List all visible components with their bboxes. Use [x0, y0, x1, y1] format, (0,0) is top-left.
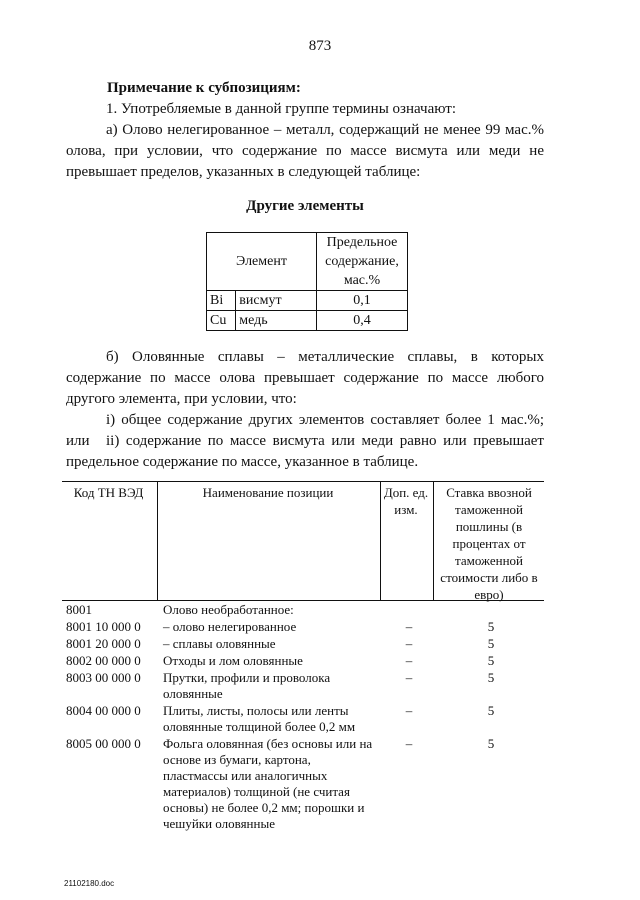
row-rate: 5: [487, 653, 495, 668]
table-row: [66, 619, 544, 635]
row-unit: –: [405, 703, 413, 718]
row-name: Плиты, листы, полосы или ленты оловянные толщиной более 0,2 мм: [163, 703, 356, 734]
row-code: 8004 00 000 0: [66, 703, 141, 718]
row-name: – олово нелегированное: [163, 619, 297, 634]
note-item-1: 1. Употребляемые в данной группе термины означают:: [106, 101, 456, 117]
row-rate: 5: [487, 636, 495, 651]
column-divider: [380, 482, 381, 600]
row-rate: 5: [487, 736, 495, 751]
row-rate: 5: [487, 670, 495, 685]
row-name: Фольга оловянная (без основы или на основе из бумаги, картона, пластмассы или аналогичных материалов) толщиной (не считая основы) не более 0,2 мм; порошки и чешуйки оловянные: [163, 736, 373, 831]
table-row: [207, 311, 408, 331]
row-name: Отходы и лом оловянные: [163, 653, 303, 668]
note-heading: Примечание к субпозициям:: [107, 80, 301, 96]
table-row: [66, 670, 544, 702]
header-element: Элемент: [207, 233, 317, 291]
note-item-ii: ii) содержание по массе висмута или меди равно или превышает предельное содержание по массе, указанное в таблице.: [66, 433, 544, 470]
element-name: висмут: [236, 291, 317, 311]
row-rate: 5: [487, 703, 495, 718]
row-code: 8001: [66, 602, 92, 617]
row-code: 8001 10 000 0: [66, 619, 141, 634]
row-unit: –: [405, 619, 413, 634]
header-unit: Доп. ед. изм.: [383, 485, 429, 517]
note-item-a: а) Олово нелегированное – металл, содержащий не менее 99 мас.% олова, при условии, что содержание по массе висмута или меди не превышает пределов, указанных в следующей таблице:: [66, 122, 544, 180]
column-divider: [433, 482, 434, 600]
row-unit: –: [405, 653, 413, 668]
header-limit: Предельное содержание, мас.%: [317, 233, 408, 291]
row-unit: –: [405, 636, 413, 651]
note-item-i: i) общее содержание других элементов составляет более 1 мас.%; или: [66, 412, 544, 449]
row-code: 8005 00 000 0: [66, 736, 141, 751]
table-row: [66, 636, 544, 652]
row-name: – сплавы оловянные: [163, 636, 276, 651]
header-rate: Ставка ввозной таможенной пошлины (в процентах от таможенной стоимости либо в евро): [440, 485, 538, 602]
table-row: [66, 653, 544, 669]
document-id: 21102180.doc: [64, 879, 115, 888]
row-rate: 5: [487, 619, 495, 634]
elements-table-header: [207, 233, 408, 291]
row-code: 8003 00 000 0: [66, 670, 141, 685]
element-symbol: Cu: [207, 311, 236, 331]
row-code: 8002 00 000 0: [66, 653, 141, 668]
table-row: [207, 291, 408, 311]
table-row: [66, 736, 544, 832]
note-item-b: б) Оловянные сплавы – металлические сплавы, в которых содержание по массе олова превышает содержание по массе любого другого элемента, при условии, что:: [66, 349, 544, 407]
row-code: 8001 20 000 0: [66, 636, 141, 651]
row-name: Олово необработанное:: [163, 602, 294, 617]
row-name: Прутки, профили и проволока оловянные: [163, 670, 331, 701]
header-name: Наименование позиции: [202, 485, 334, 500]
element-symbol: Bi: [207, 291, 236, 311]
element-name: медь: [236, 311, 317, 331]
header-code: Код ТН ВЭД: [73, 485, 144, 500]
table-row: [66, 602, 544, 618]
table-row: [66, 703, 544, 735]
tariff-table-body: [66, 602, 544, 833]
element-limit: 0,4: [317, 311, 408, 331]
row-unit: –: [405, 736, 413, 751]
row-unit: –: [405, 670, 413, 685]
column-divider: [157, 482, 158, 600]
elements-table: [206, 232, 408, 331]
page-number: 873: [308, 38, 332, 54]
tariff-table-header: [62, 481, 544, 601]
element-limit: 0,1: [317, 291, 408, 311]
elements-table-title: Другие элементы: [246, 198, 364, 214]
